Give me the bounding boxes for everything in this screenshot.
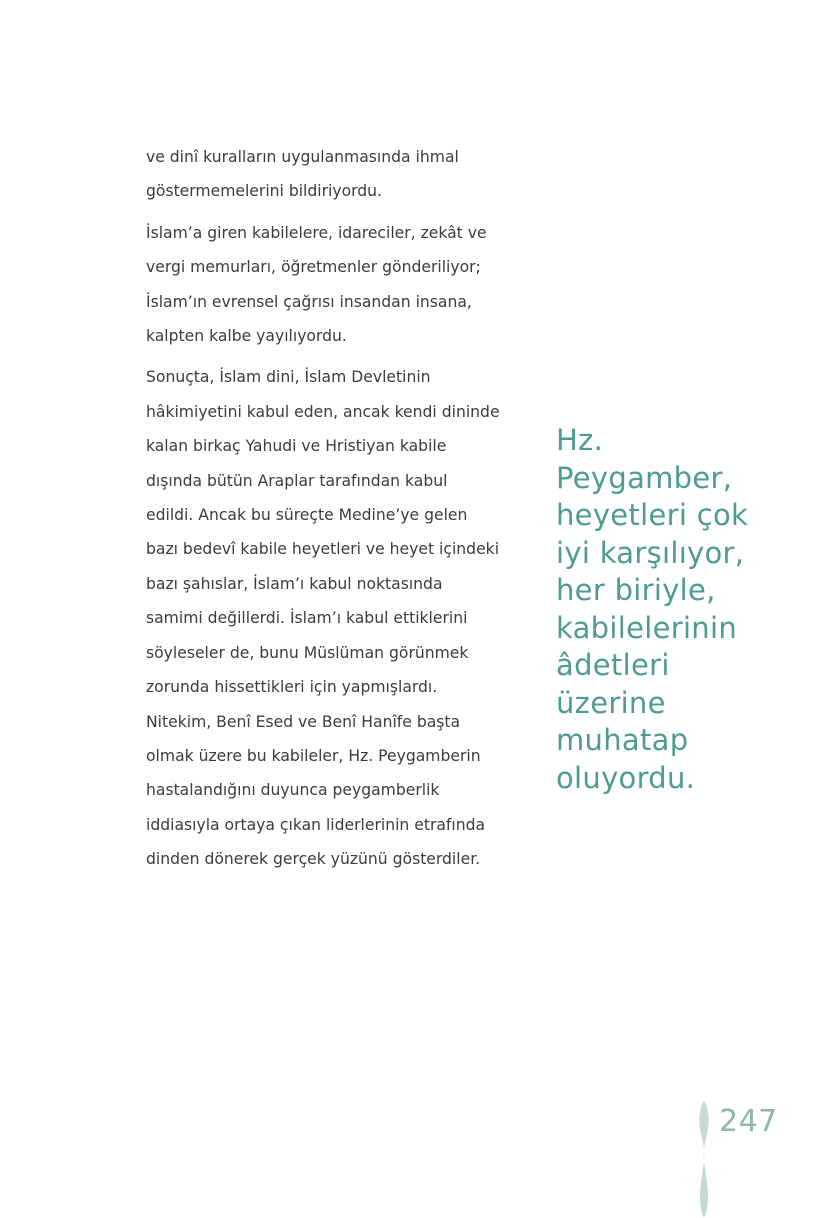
pull-quote-line: heyetleri çok	[556, 498, 749, 532]
text-line: bazı bedevî kabile heyetleri ve heyet içindeki	[146, 540, 500, 559]
text-line: kalan birkaç Yahudi ve Hristiyan kabile	[146, 437, 447, 456]
text-line: İslam’ın evrensel çağrısı insandan insana,	[146, 292, 472, 311]
text-line: ve dinî kuralların uygulanmasında ihmal	[146, 148, 459, 166]
pull-quote-line: muhatap	[556, 723, 689, 757]
text-line: kalpten kalbe yayılıyordu.	[146, 327, 347, 346]
page-number: 247	[719, 1104, 778, 1139]
paragraph-3	[146, 360, 531, 876]
text-line: göstermemelerini bildiriyordu.	[146, 182, 382, 201]
text-line: hastalandığını duyunca peygamberlik	[146, 781, 440, 800]
pull-quote-line: kabilelerinin	[556, 610, 738, 645]
text-line: dışında bütün Araplar tarafından kabul	[146, 471, 448, 490]
text-line: olmak üzere bu kabileler, Hz. Peygamberin	[146, 746, 481, 765]
text-line: Nitekim, Benî Esed ve Benî Hanîfe başta	[146, 712, 461, 731]
text-line: vergi memurları, öğretmenler gönderiliyor;	[146, 258, 481, 277]
text-line: söyleseler de, bunu Müslüman görünmek	[146, 643, 469, 662]
text-line: İslam’a giren kabilelere, idareciler, zekât ve	[146, 223, 487, 242]
pull-quote-line: âdetleri	[556, 648, 670, 682]
pull-quote-line: her biriyle,	[556, 573, 716, 607]
text-line: bazı şahıslar, İslam’ı kabul noktasında	[146, 574, 443, 593]
paragraph-1	[146, 140, 531, 209]
pull-quote-line: Hz.	[556, 423, 604, 457]
text-line: edildi. Ancak bu süreçte Medine’ye gelen	[146, 506, 468, 525]
pull-quote-line: üzerine	[556, 685, 666, 720]
main-text	[146, 140, 531, 884]
text-line: zorunda hissettikleri için yapmışlardı.	[146, 678, 438, 697]
pull-quote	[556, 422, 796, 797]
text-line: dinden dönerek gerçek yüzünü gösterdiler.	[146, 850, 481, 869]
paragraph-2	[146, 216, 531, 354]
text-line: Sonuçta, İslam dini, İslam Devletinin	[146, 368, 431, 387]
pull-quote-line: iyi karşılıyor,	[556, 535, 745, 570]
text-line: hâkimiyetini kabul eden, ancak kendi dininde	[146, 402, 500, 421]
pull-quote-line: Peygamber,	[556, 460, 733, 495]
pull-quote-line: oluyordu.	[556, 760, 696, 795]
page-ornament-icon	[694, 1100, 714, 1218]
text-line: iddiasıyla ortaya çıkan liderlerinin etrafında	[146, 815, 486, 834]
text-line: samimi değillerdi. İslam’ı kabul ettiklerini	[146, 609, 468, 628]
